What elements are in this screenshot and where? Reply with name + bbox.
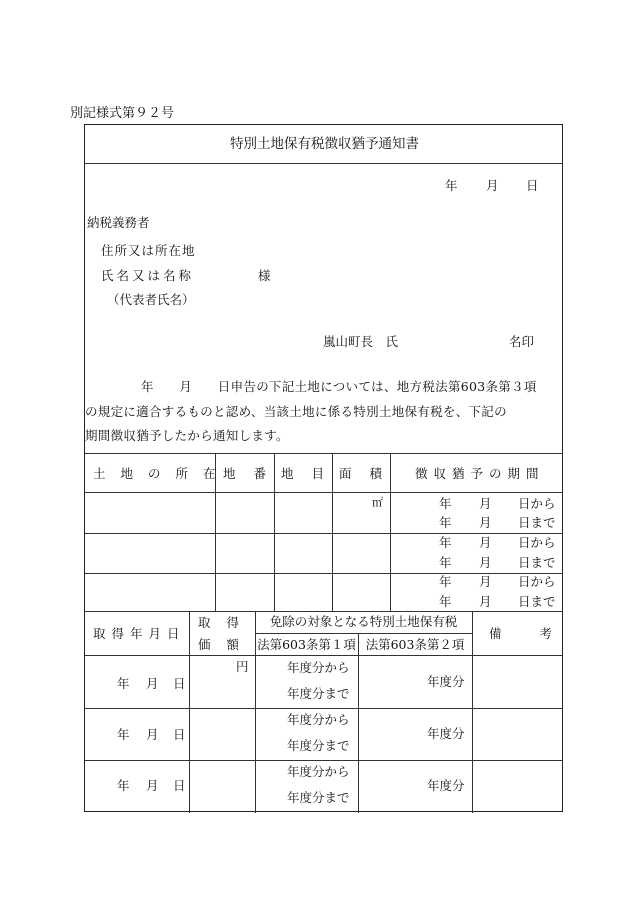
acq-2-day: 日	[173, 727, 186, 742]
table2-col-divider	[358, 633, 359, 813]
fy-3-to: 年度分まで	[287, 790, 350, 805]
acq-1-year: 年	[117, 676, 130, 691]
period-1-to-year: 年	[439, 515, 452, 530]
period-2-to-day: 日まで	[518, 555, 556, 570]
acq-3-day: 日	[173, 778, 186, 793]
fy-2-to: 年度分まで	[287, 738, 350, 753]
representative-label: （代表者氏名）	[107, 292, 195, 307]
period-1-to-month: 月	[479, 515, 492, 530]
fy-1-from: 年度分から	[287, 660, 350, 675]
price-unit: 円	[236, 659, 249, 674]
table2-header-bottom	[85, 655, 562, 656]
acq-2-month: 月	[146, 727, 159, 742]
period-2-from-day: 日から	[518, 535, 556, 550]
body-line-2: の規定に適合するものと認め、当該土地に係る特別土地保有税を、下記の	[85, 404, 507, 419]
period-2-from-month: 月	[479, 535, 492, 550]
fy-2-from: 年度分から	[287, 712, 350, 727]
period-1-to-day: 日まで	[518, 515, 556, 530]
header-land-category: 地目	[281, 466, 343, 481]
table2-col-divider	[189, 611, 190, 813]
date-month: 月	[486, 178, 499, 193]
table2-row-divider	[85, 708, 562, 709]
table2-subheader-divider	[255, 633, 472, 634]
header-location: 土地の所在	[93, 466, 231, 481]
fy-1-art2: 年度分	[427, 674, 465, 689]
acq-1-day: 日	[173, 676, 186, 691]
taxpayer-heading: 納税義務者	[87, 215, 150, 230]
table2-col-divider	[472, 611, 473, 813]
header-grace-period: 徴収猶予の期間	[415, 466, 545, 481]
form-number: 別記様式第９２号	[70, 106, 175, 121]
table1-header-bottom	[85, 492, 562, 493]
period-1-from-year: 年	[439, 496, 452, 511]
honorific: 様	[258, 268, 271, 283]
header-article-603-2: 法第603条第２項	[365, 637, 465, 652]
period-3-to-month: 月	[479, 594, 492, 609]
period-2-to-year: 年	[439, 555, 452, 570]
period-1-from-month: 月	[479, 496, 492, 511]
name-label: 氏名又は名称	[101, 268, 195, 283]
fy-3-art2: 年度分	[427, 778, 465, 793]
table2-row-divider	[85, 760, 562, 761]
issuer-name: 嵐山町長 氏	[323, 334, 399, 349]
acq-2-year: 年	[117, 727, 130, 742]
table1-bottom	[85, 611, 562, 612]
header-remarks: 備考	[489, 626, 591, 641]
title-divider	[85, 163, 562, 164]
table1-row-divider	[85, 533, 562, 534]
period-1-from-day: 日から	[518, 496, 556, 511]
issuer-seal: 名印	[509, 334, 535, 349]
fy-3-from: 年度分から	[287, 764, 350, 779]
area-unit: ㎡	[372, 496, 383, 509]
period-3-from-day: 日から	[518, 574, 556, 589]
header-area: 面積	[339, 466, 401, 481]
date-year: 年	[445, 178, 458, 193]
period-3-from-year: 年	[439, 574, 452, 589]
period-3-from-month: 月	[479, 574, 492, 589]
address-label: 住所又は所在地	[101, 243, 196, 258]
header-acquisition-price-2: 価額	[198, 637, 256, 652]
header-acquisition-date: 取得年月日	[93, 626, 186, 641]
fy-2-art2: 年度分	[427, 726, 465, 741]
header-exempt-tax: 免除の対象となる特別土地保有税	[269, 614, 458, 629]
body-line-1: 年 月 日申告の下記土地については、地方税法第603条第３項	[141, 379, 537, 394]
acq-3-year: 年	[117, 778, 130, 793]
notice-form	[84, 124, 591, 812]
fy-1-to: 年度分まで	[287, 686, 350, 701]
header-lot-number: 地番	[223, 466, 285, 481]
header-article-603-1: 法第603条第１項	[257, 637, 356, 652]
period-3-to-day: 日まで	[518, 594, 556, 609]
table1-top	[85, 453, 562, 454]
period-2-from-year: 年	[439, 535, 452, 550]
period-2-to-month: 月	[479, 555, 492, 570]
form-title: 特別土地保有税徴収猶予通知書	[230, 136, 419, 152]
body-line-3: 期間徴収猶予したから通知します。	[85, 428, 289, 443]
date-day: 日	[526, 178, 539, 193]
header-acquisition-price-1: 取得	[198, 615, 256, 630]
acq-3-month: 月	[146, 778, 159, 793]
period-3-to-year: 年	[439, 594, 452, 609]
acq-1-month: 月	[146, 676, 159, 691]
